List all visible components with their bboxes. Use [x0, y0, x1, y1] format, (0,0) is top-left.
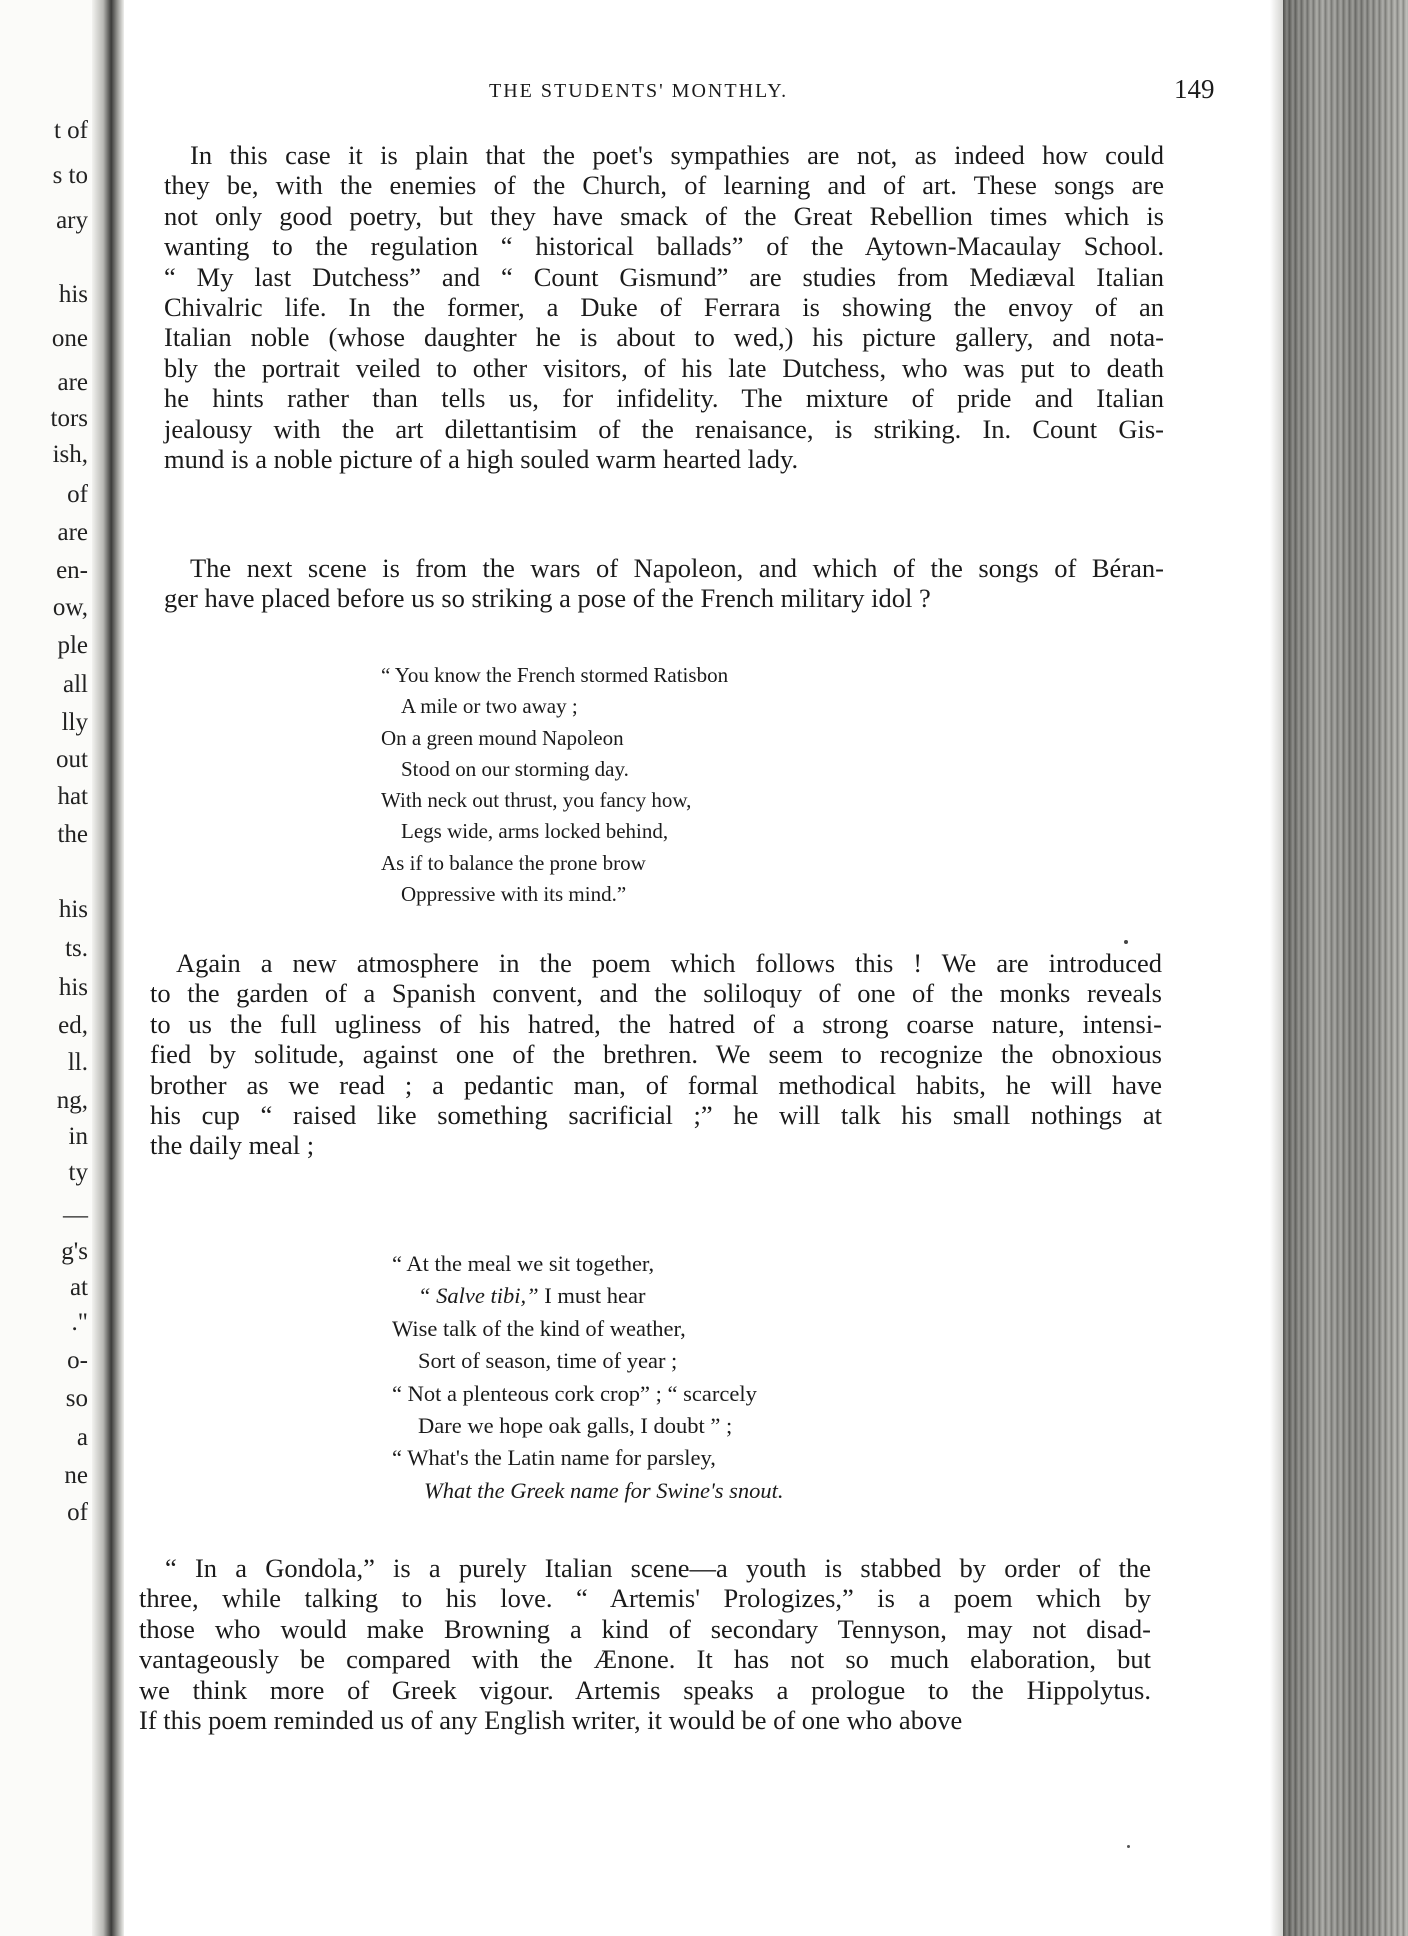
- poem-line: “ You know the French stormed Ratisbon: [381, 663, 729, 687]
- latin-phrase: “ Salve tibi,”: [418, 1283, 539, 1309]
- left-page-fragment-line: o-: [67, 1347, 88, 1374]
- left-page-fragment-line: of: [67, 481, 88, 508]
- text-line: “ In a Gondola,” is a purely Italian scene—a youth is stabbed by order of the: [165, 1553, 1151, 1583]
- left-page-fragment-line: his: [58, 896, 88, 923]
- left-page-fragment-line: a: [76, 1424, 88, 1451]
- left-page-fragment-line: in: [68, 1123, 88, 1150]
- poem-line: “ At the meal we sit together,: [392, 1251, 655, 1276]
- text-line: ger have placed before us so striking a pose of the French military idol ?: [164, 583, 931, 614]
- text-line: we think more of Greek vigour. Artemis speaks a prologue to the Hippolytus.: [139, 1674, 1151, 1705]
- text-line: In this case it is plain that the poet's sympathies are not, as indeed how could: [190, 140, 1164, 170]
- left-page-fragment-line: ll.: [67, 1049, 88, 1076]
- text-line: to us the full ugliness of his hatred, the hatred of a strong coarse nature, intensi-: [150, 1008, 1162, 1039]
- left-page-fragment-line: ow,: [52, 594, 88, 621]
- page-number: 149: [1174, 74, 1215, 104]
- text-line: they be, with the enemies of the Church, of learning and of art. These songs are: [164, 170, 1164, 201]
- text-line: those who would make Browning a kind of secondary Tennyson, may not disad-: [139, 1613, 1151, 1644]
- left-page-fragment-line: all: [63, 671, 88, 698]
- book-gutter: [92, 0, 124, 1936]
- main-page: [124, 0, 1270, 1936]
- text-line: three, while talking to his love. “ Artemis' Prologizes,” is a poem which by: [139, 1583, 1151, 1614]
- print-speck: [1127, 1845, 1130, 1848]
- text-line: Italian noble (whose daughter he is about to wed,) his picture gallery, and nota-: [164, 322, 1164, 353]
- print-speck: [1124, 940, 1128, 944]
- poem-line: “ What's the Latin name for parsley,: [392, 1445, 716, 1471]
- left-page-fragment-line: ty: [68, 1159, 88, 1186]
- running-head: [124, 74, 1270, 114]
- poem-line: Stood on our storming day.: [401, 756, 629, 781]
- text-line: to the garden of a Spanish convent, and the soliloquy of one of the monks reveals: [150, 978, 1162, 1009]
- text-line: Again a new atmosphere in the poem which follows this ! We are introduced: [176, 948, 1162, 978]
- left-page-fragment-line: ish,: [52, 441, 88, 468]
- left-page-fragment-line: hat: [57, 783, 88, 810]
- text-line: not only good poetry, but they have smack of the Great Rebellion times which is: [164, 200, 1164, 231]
- poem-line: Legs wide, arms locked behind,: [401, 819, 669, 844]
- left-page-fragment-line: at: [69, 1274, 88, 1301]
- poem-quote-napoleon: [381, 660, 728, 910]
- left-page-fragment-line: .": [71, 1309, 88, 1336]
- left-page-fragment-line: tors: [50, 405, 88, 432]
- left-page-fragment-line: lly: [61, 709, 88, 736]
- text-line: Chivalric life. In the former, a Duke of Ferrara is showing the envoy of an: [164, 292, 1164, 323]
- left-page-fragment-line: ed,: [58, 1012, 88, 1039]
- poem-line: “ Not a plenteous cork crop” ; “ scarcely: [392, 1380, 757, 1406]
- poem-line: Wise talk of the kind of weather,: [392, 1315, 686, 1341]
- poem-line: Dare we hope oak galls, I doubt ” ;: [418, 1413, 733, 1439]
- left-page-fragment-line: his: [58, 281, 88, 308]
- poem-line: As if to balance the prone brow: [381, 850, 646, 875]
- poem-line: Oppressive with its mind.”: [401, 882, 627, 907]
- journal-title: THE STUDENTS' MONTHLY.: [489, 80, 789, 102]
- text-line: his cup “ raised like something sacrificial ;” he will talk his small nothings at: [150, 1100, 1162, 1131]
- text-line: wanting to the regulation “ historical ballads” of the Aytown-Macaulay School.: [164, 231, 1164, 262]
- text-line: “ My last Dutchess” and “ Count Gismund” are studies from Mediæval Italian: [164, 261, 1164, 292]
- left-page-fragment: [0, 0, 104, 1936]
- poem-quote-soliloquy: [392, 1248, 784, 1507]
- left-page-fragment-line: g's: [61, 1238, 88, 1265]
- left-page-fragment-line: ple: [57, 632, 88, 659]
- left-page-fragment-line: t of: [53, 117, 88, 144]
- left-page-fragment-line: —: [63, 1202, 88, 1229]
- left-page-fragment-line: his: [58, 974, 88, 1001]
- paragraph-4: [139, 1553, 1151, 1735]
- left-page-fragment-line: of: [67, 1499, 88, 1526]
- poem-line: [392, 1280, 784, 1312]
- poem-line: With neck out thrust, you fancy how,: [381, 788, 692, 813]
- left-page-fragment-line: so: [65, 1385, 88, 1412]
- left-page-fragment-line: one: [51, 325, 88, 352]
- poem-line: What the Greek name for Swine's snout.: [424, 1477, 784, 1503]
- poem-line-rest: I must hear: [538, 1283, 646, 1309]
- left-page-fragment-line: are: [57, 369, 88, 396]
- left-page-fragment-line: s to: [52, 162, 88, 189]
- left-page-fragment-line: ng,: [56, 1087, 88, 1114]
- text-line: he hints rather than tells us, for infidelity. The mixture of pride and Italian: [164, 383, 1164, 414]
- paragraph-3: [150, 948, 1162, 1161]
- book-page-edges: [1283, 0, 1408, 1936]
- text-line: The next scene is from the wars of Napoleon, and which of the songs of Béran-: [190, 553, 1164, 583]
- poem-line: A mile or two away ;: [401, 694, 578, 719]
- text-line: bly the portrait veiled to other visitors, of his late Dutchess, who was put to death: [164, 352, 1164, 383]
- poem-line: On a green mound Napoleon: [381, 725, 624, 750]
- text-line: vantageously be compared with the Ænone. It has not so much elaboration, but: [139, 1644, 1151, 1675]
- text-line: mund is a noble picture of a high souled warm hearted lady.: [164, 444, 799, 475]
- left-page-fragment-line: ary: [56, 207, 88, 234]
- paragraph-2: [164, 553, 1164, 614]
- text-line: fied by solitude, against one of the brethren. We seem to recognize the obnoxious: [150, 1039, 1162, 1070]
- text-line: If this poem reminded us of any English writer, it would be of one who above: [139, 1705, 963, 1736]
- text-line: brother as we read ; a pedantic man, of formal methodical habits, he will have: [150, 1069, 1162, 1100]
- left-page-fragment-line: ts.: [65, 935, 88, 962]
- left-page-fragment-line: en-: [56, 557, 88, 584]
- text-line: the daily meal ;: [150, 1130, 315, 1161]
- text-line: jealousy with the art dilettantisim of the renaisance, is striking. In. Count Gis-: [164, 413, 1164, 444]
- poem-line: Sort of season, time of year ;: [418, 1348, 678, 1374]
- paragraph-1: [164, 140, 1164, 474]
- left-page-fragment-line: ne: [64, 1462, 88, 1489]
- left-page-fragment-line: out: [56, 746, 88, 773]
- left-page-fragment-line: the: [57, 821, 88, 848]
- left-page-fragment-line: are: [57, 519, 88, 546]
